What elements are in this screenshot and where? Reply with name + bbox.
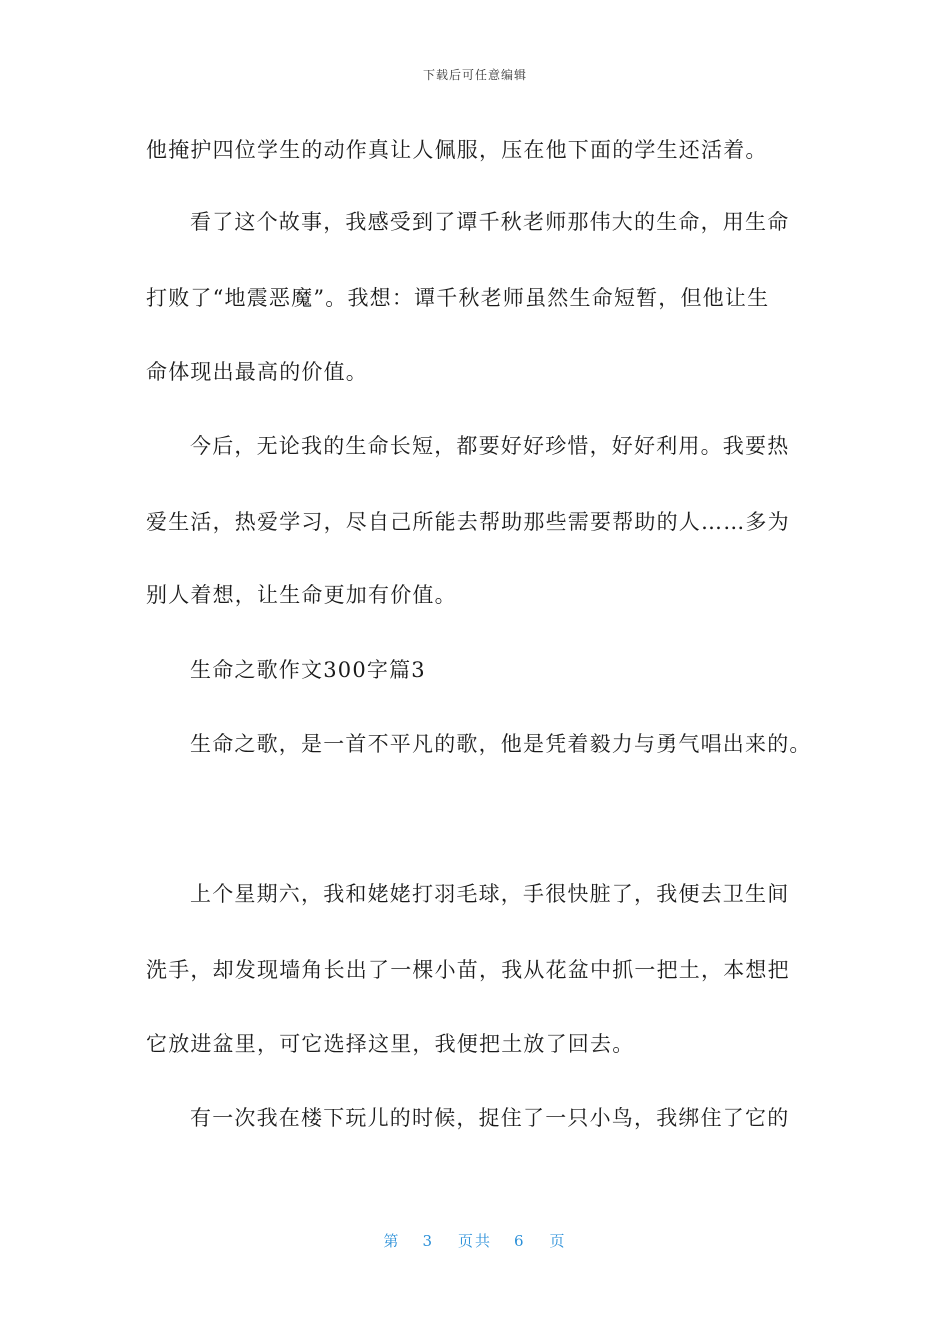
footer-middle: 页共: [457, 1232, 492, 1250]
page-footer: [0, 1230, 950, 1251]
paragraph-line: 打败了“地震恶魔”。我想：谭千秋老师虽然生命短暂，但他让生: [146, 286, 770, 310]
paragraph-line: 别人着想，让生命更加有价值。: [146, 583, 457, 607]
paragraph-line: 上个星期六，我和姥姥打羽毛球，手很快脏了，我便去卫生间: [190, 882, 790, 906]
paragraph-line: 今后，无论我的生命长短，都要好好珍惜，好好利用。我要热: [190, 434, 790, 458]
paragraph-line: 有一次我在楼下玩儿的时候，捉住了一只小鸟，我绑住了它的: [190, 1106, 790, 1130]
total-pages-number: 6: [514, 1232, 526, 1250]
footer-suffix: 页: [549, 1232, 567, 1250]
page-header: 下载后可任意编辑: [422, 68, 527, 82]
current-page-number: 3: [422, 1232, 434, 1250]
paragraph-line: 他掩护四位学生的动作真让人佩服，压在他下面的学生还活着。: [146, 138, 768, 162]
paragraph-line: 爱生活，热爱学习，尽自己所能去帮助那些需要帮助的人……多为: [146, 510, 790, 534]
paragraph-line: 命体现出最高的价值。: [146, 360, 368, 384]
paragraph-line: 洗手，却发现墙角长出了一棵小苗，我从花盆中抓一把土，本想把: [146, 958, 790, 982]
footer-prefix: 第: [383, 1232, 401, 1250]
paragraph-line: 它放进盆里，可它选择这里，我便把土放了回去。: [146, 1032, 635, 1056]
paragraph-line: 生命之歌，是一首不平凡的歌，他是凭着毅力与勇气唱出来的。: [190, 732, 812, 756]
paragraph-line: 看了这个故事，我感受到了谭千秋老师那伟大的生命，用生命: [190, 210, 790, 234]
section-heading: 生命之歌作文300字篇3: [190, 658, 426, 682]
